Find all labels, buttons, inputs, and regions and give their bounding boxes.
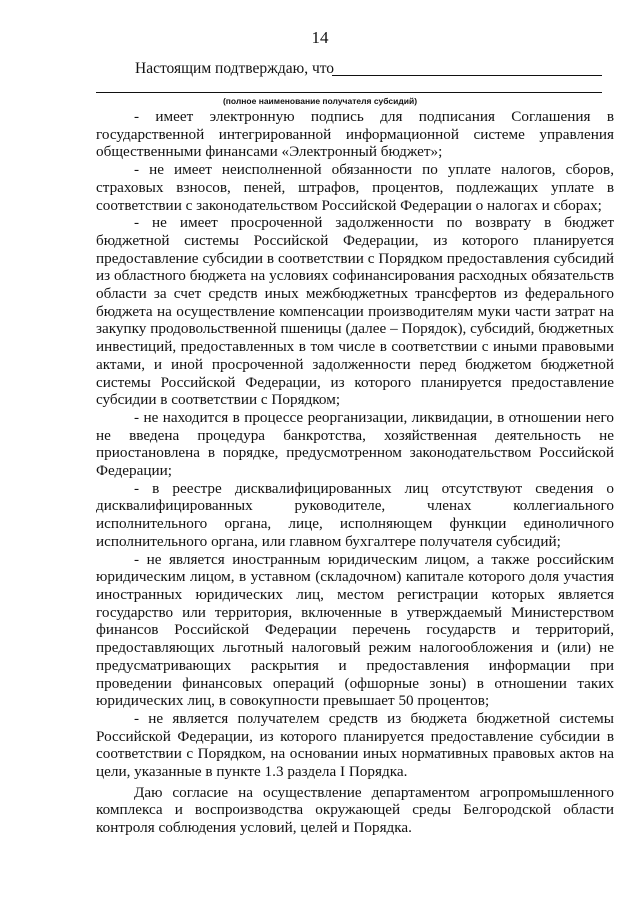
recipient-name-blank: [332, 75, 602, 76]
recipient-name-rule: [96, 92, 602, 93]
confirm-text: Настоящим подтверждаю, что: [135, 60, 335, 77]
page-number: 14: [311, 28, 329, 47]
paragraph-no-tax-debts: - не имеет неисполненной обязанности по уплате налогов, сборов, страховых взносов, пеней, штрафов, процентов, подлежащих уплате в соответствии с законодательством Российской Федерации о налогах и сборах;: [96, 161, 614, 214]
paragraph-electronic-signature: - имеет электронную подпись для подписания Соглашения в государственной интегрированной информационной системе управления общественными финансами «Электронный бюджет»;: [96, 108, 614, 161]
paragraph-no-overdue-debt: - не имеет просроченной задолженности по возврату в бюджет бюджетной системы Российской Федерации, из которого планируется предоставление субсидии в соответствии с Порядком предоставления субсидий из областного бюджета на условиях софинансирования расходных обязательств области за счет средств иных межбюджетных трансфертов из федерального бюджета на осуществление компенсации производителям муки части затрат на закупку продовольственной пшеницы (далее – Порядок), субсидий, бюджетных инвестиций, предоставленных в том числе в соответствии с иными правовыми актами, и иной просроченной задолженности перед бюджетом бюджетной системы Российской Федерации, из которого планируется предоставление субсидии в соответствии с Порядком;: [96, 214, 614, 409]
paragraph-disqualified-registry: - в реестре дисквалифицированных лиц отсутствуют сведения о дисквалифицированных руководителе, членах коллегиального исполнительного органа, лице, исполняющем функции единоличного исполнительного органа, или главном бухгалтере получателя субсидий;: [96, 479, 614, 550]
paragraph-not-budget-recipient: - не является получателем средств из бюджета бюджетной системы Российской Федерации, из которого планируется предоставление субсидии в соответствии с Порядком, на основании иных нормативных правовых актов на цели, указанные в пункте 1.3 раздела I Порядка.: [96, 709, 614, 781]
paragraph-no-reorganization: - не находится в процессе реорганизации, ликвидации, в отношении него не введена процедура банкротства, хозяйственная деятельность не приостановлена в порядке, предусмотренном законодательством Российской Федерации;: [96, 408, 614, 480]
paragraph-consent: Даю согласие на осуществление департаментом агропромышленного комплекса и воспроизводства окружающей среды Белгородской области контроля соблюдения условий, целей и Порядка.: [96, 783, 614, 837]
recipient-name-caption: (полное наименование получателя субсидий): [222, 96, 418, 106]
document-body: [96, 108, 614, 837]
paragraph-not-foreign-entity: - не является иностранным юридическим лицом, а также российским юридическим лицом, в уставном (складочном) капитале которого доля участия иностранных юридических лиц, местом регистрации которых является государство или территория, включенные в утверждаемый Министерством финансов Российской Федерации перечень государств и территорий, предоставляющих льготный налоговый режим налогообложения и (или) не предусматривающих раскрытия и предоставления информации при проведении финансовых операций (офшорные зоны) в отношении таких юридических лиц, в совокупности превышает 50 процентов;: [96, 550, 614, 710]
